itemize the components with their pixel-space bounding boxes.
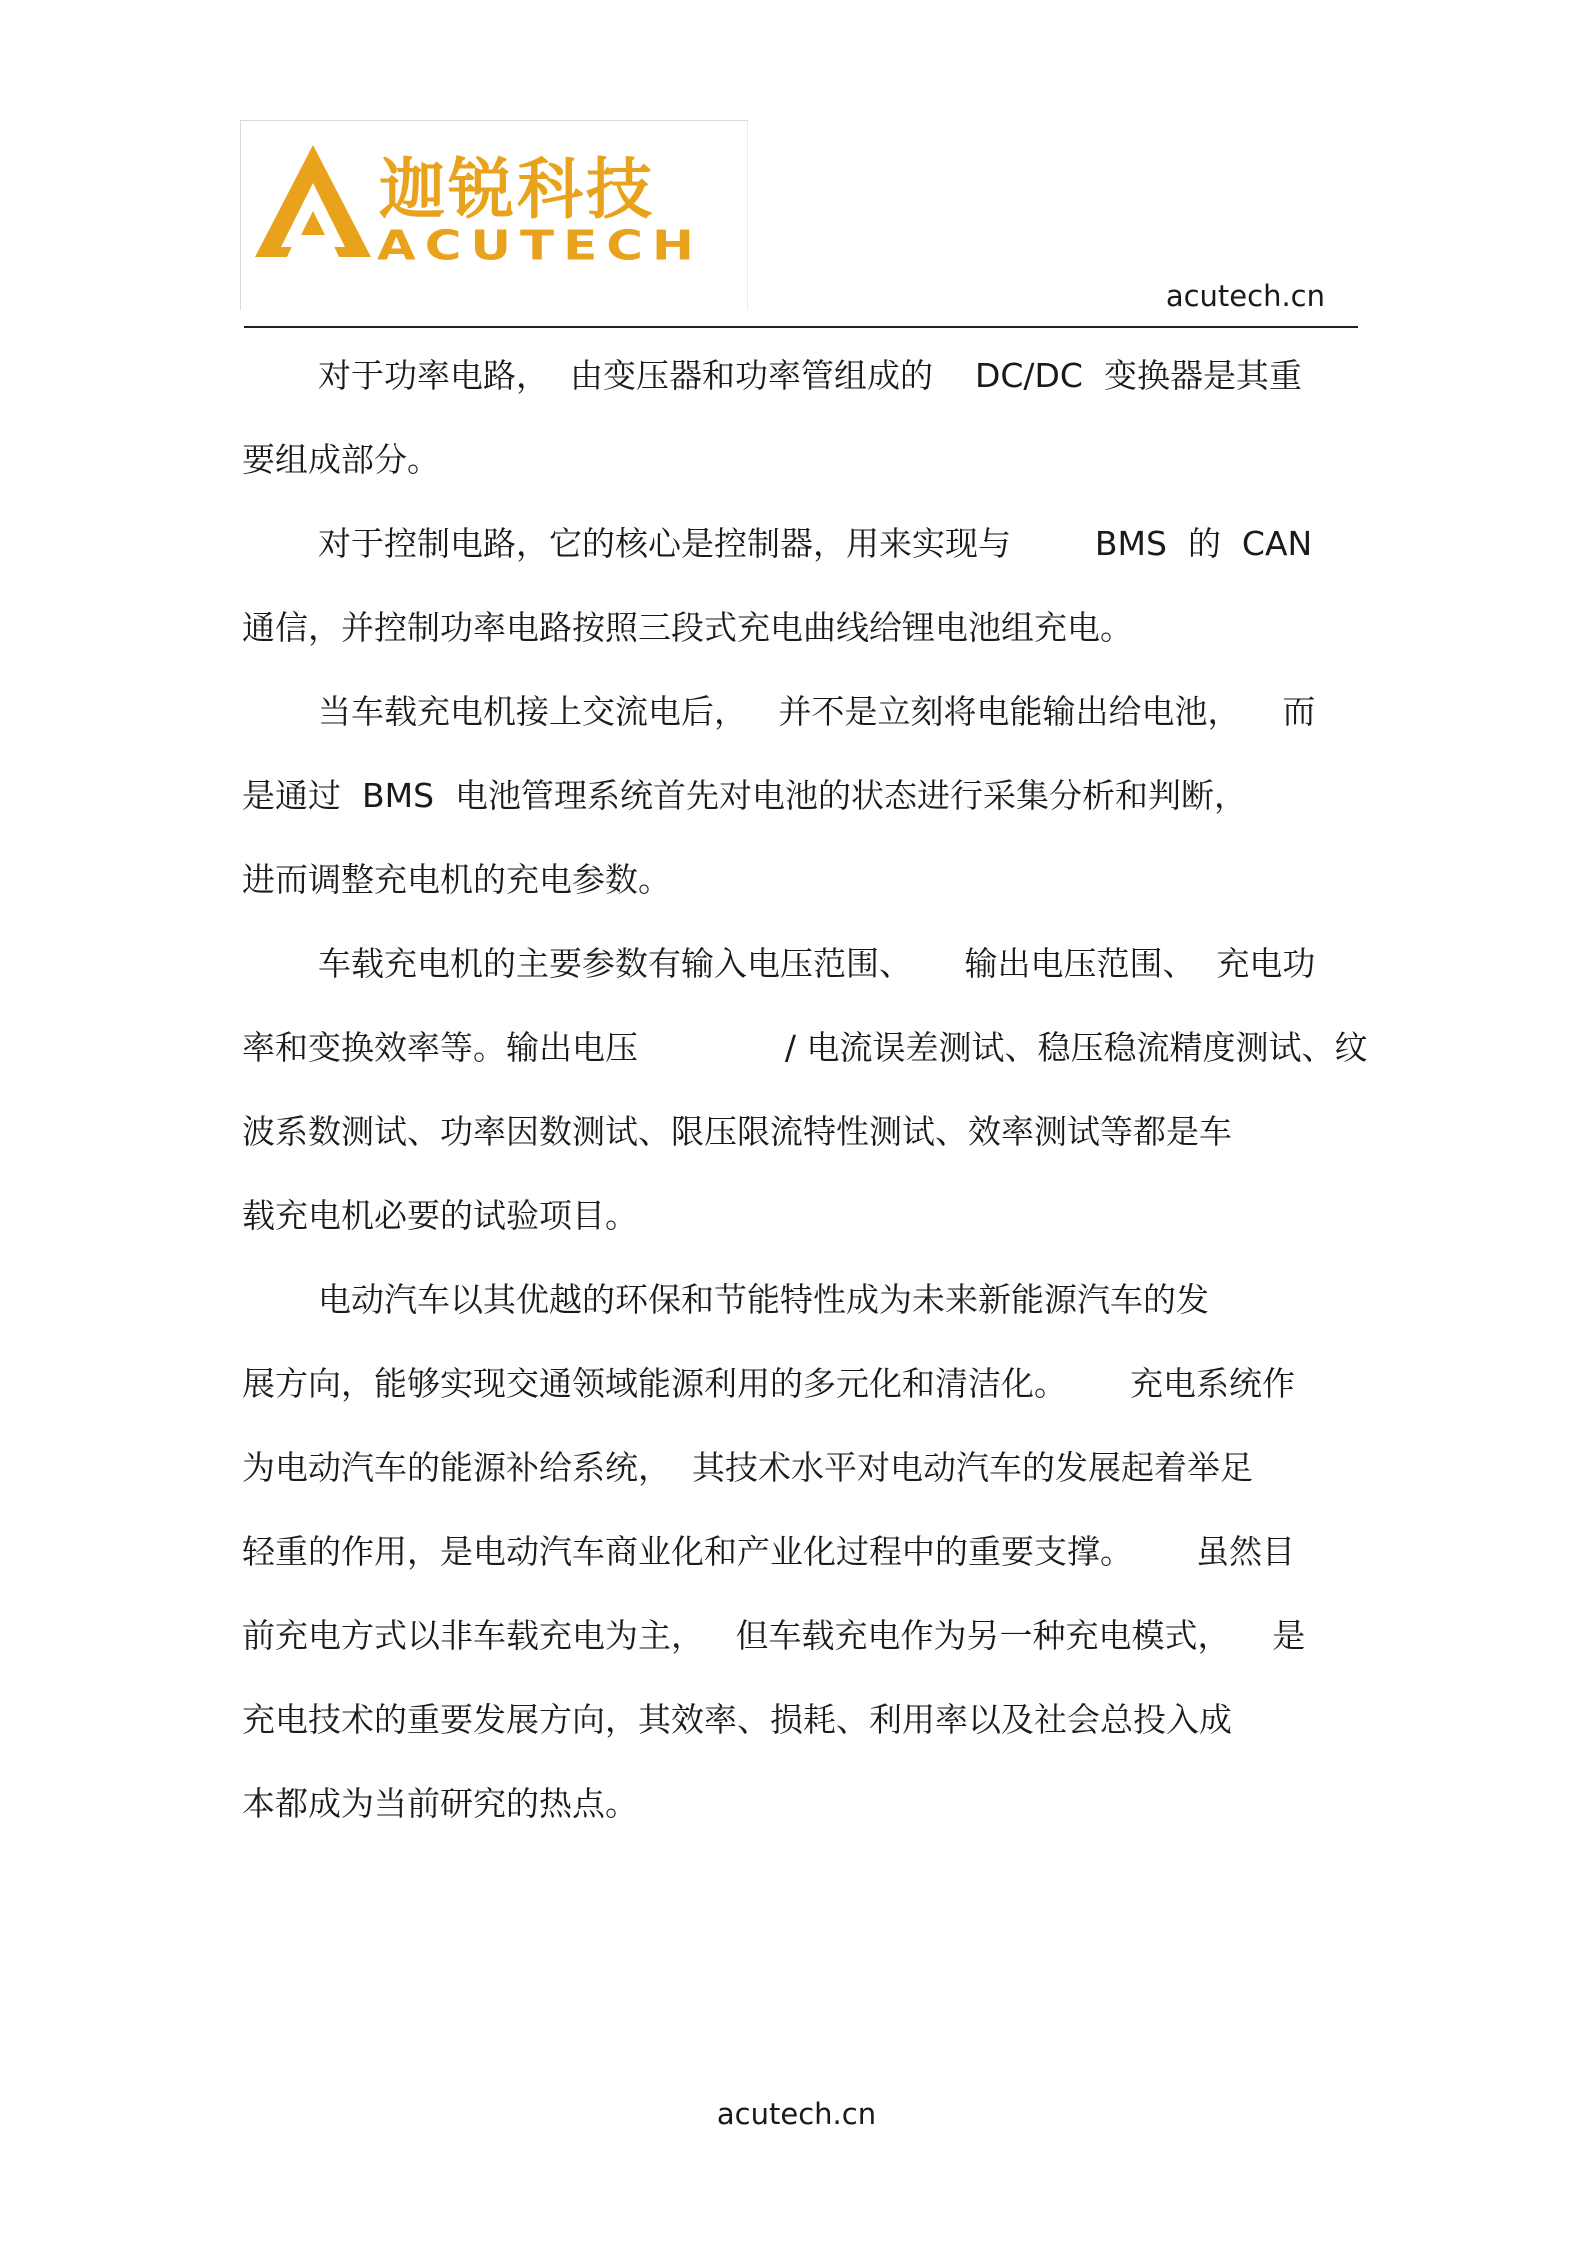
logo-english-name: ACUTECH [377, 221, 703, 270]
company-logo [240, 120, 748, 310]
paragraph [242, 682, 1462, 934]
logo-chinese-name: 迦锐科技 [379, 151, 655, 228]
text-line: 当车载充电机接上交流电后， 并不是立刻将电能输出给电池， 而 [318, 692, 1316, 731]
text-line: 电动汽车以其优越的环保和节能特性成为未来新能源汽车的发 [318, 1280, 1209, 1319]
text-line: 通信，并控制功率电路按照三段式充电曲线给锂电池组充电。 [242, 608, 1133, 647]
paragraph [242, 346, 1462, 514]
text-line: 对于控制电路，它的核心是控制器，用来实现与 BMS 的 CAN [318, 524, 1313, 563]
logo-mark-icon [251, 139, 375, 263]
paragraph [242, 1270, 1462, 1858]
text-line: 率和变换效率等。输出电压 / 电流误差测试、稳压稳流精度测试、纹 [242, 1028, 1368, 1067]
document-body [242, 346, 1462, 1858]
text-line: 前充电方式以非车载充电为主， 但车载充电作为另一种充电模式， 是 [242, 1616, 1306, 1655]
header-url[interactable]: acutech.cn [1165, 279, 1325, 313]
text-line: 进而调整充电机的充电参数。 [242, 860, 671, 899]
text-line: 轻重的作用，是电动汽车商业化和产业化过程中的重要支撑。 虽然目 [242, 1532, 1295, 1571]
text-line: 要组成部分。 [242, 440, 440, 479]
text-line: 对于功率电路， 由变压器和功率管组成的 DC/DC 变换器是其重 [318, 356, 1302, 395]
text-line: 为电动汽车的能源补给系统， 其技术水平对电动汽车的发展起着举足 [242, 1448, 1253, 1487]
paragraph [242, 514, 1462, 682]
text-line: 展方向，能够实现交通领域能源利用的多元化和清洁化。 充电系统作 [242, 1364, 1295, 1403]
text-line: 是通过 BMS 电池管理系统首先对电池的状态进行采集分析和判断， [242, 776, 1248, 815]
text-line: 车载充电机的主要参数有输入电压范围、 输出电压范围、 充电功 [318, 944, 1316, 983]
text-line: 充电技术的重要发展方向，其效率、损耗、利用率以及社会总投入成 [242, 1700, 1232, 1739]
text-line: 载充电机必要的试验项目。 [242, 1196, 638, 1235]
footer-url[interactable]: acutech.cn [716, 2097, 877, 2131]
paragraph [242, 934, 1462, 1270]
header-divider [244, 326, 1358, 328]
text-line: 本都成为当前研究的热点。 [242, 1784, 638, 1823]
text-line: 波系数测试、功率因数测试、限压限流特性测试、效率测试等都是车 [242, 1112, 1232, 1151]
